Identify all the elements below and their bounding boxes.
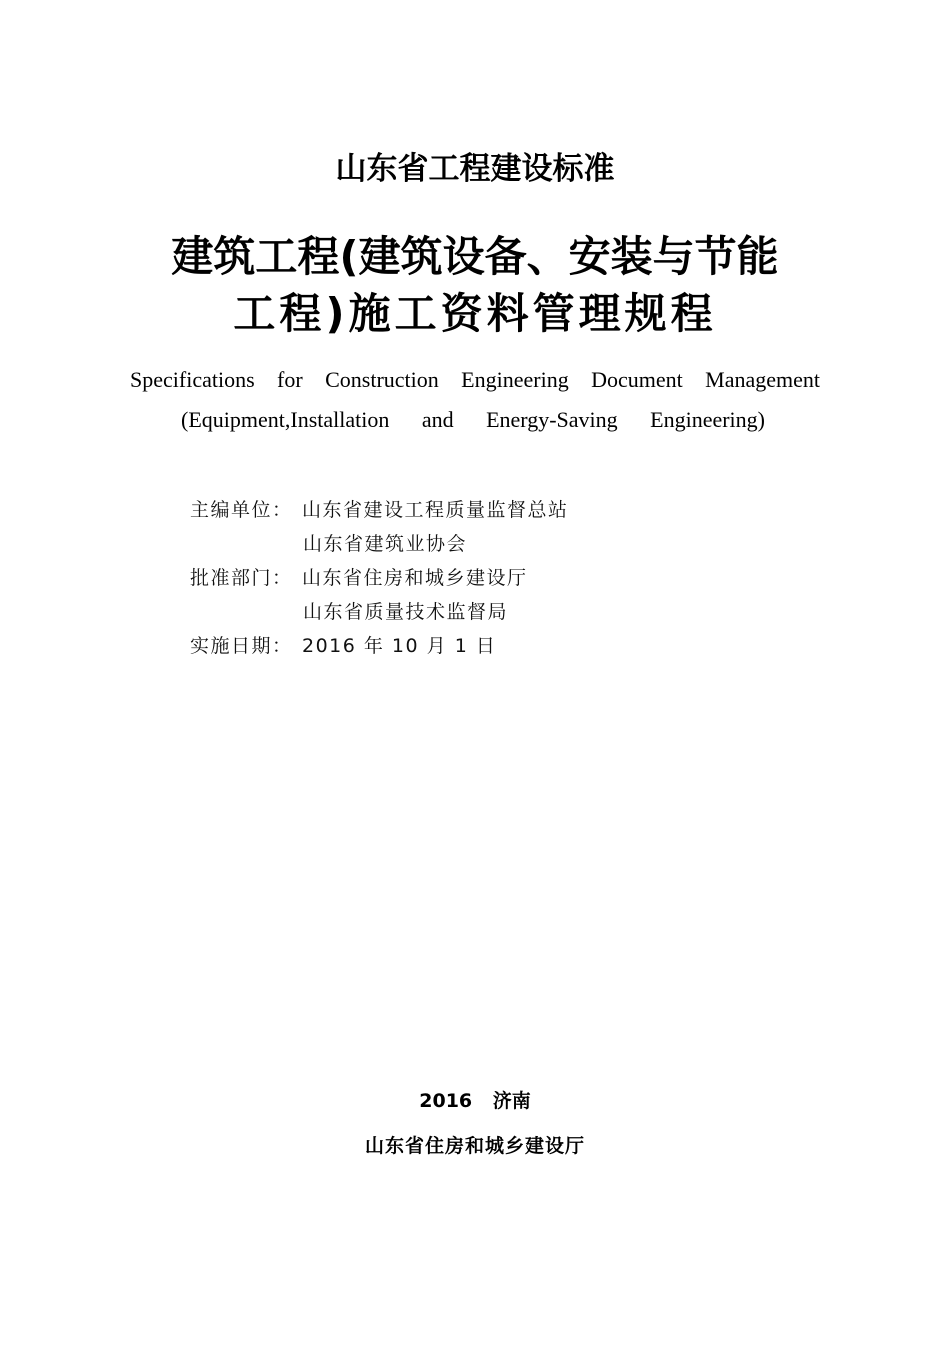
english-title (130, 360, 820, 440)
footer-year-place: 2016 济南 (419, 1090, 531, 1112)
editor-row-2 (190, 527, 569, 561)
date-row (190, 629, 569, 663)
footer-publisher: 山东省住房和城乡建设厅 (364, 1135, 585, 1157)
approver-row (190, 561, 569, 595)
date-label: 实施日期： (190, 635, 293, 657)
approver-dept-1: 山东省住房和城乡建设厅 (302, 567, 528, 589)
standard-series-heading: 山东省工程建设标准 (335, 151, 615, 187)
english-title-line-1: Specifications for Construction Engineering Document Management (130, 367, 820, 392)
title-line-1: 建筑工程(建筑设备、安装与节能 (171, 232, 779, 281)
editor-unit-2: 山东省建筑业协会 (303, 533, 468, 555)
document-info (190, 493, 569, 663)
approver-label: 批准部门： (190, 567, 293, 589)
title-line-2: 工程)施工资料管理规程 (233, 289, 717, 338)
editor-row (190, 493, 569, 527)
approver-row-2 (190, 595, 569, 629)
document-title (110, 228, 840, 342)
approver-dept-2: 山东省质量技术监督局 (303, 601, 509, 623)
effective-date: 2016 年 10 月 1 日 (302, 635, 497, 657)
editor-label: 主编单位： (190, 499, 293, 521)
editor-unit-1: 山东省建设工程质量监督总站 (302, 499, 569, 521)
english-title-line-2: (Equipment,Installation and Energy-Saving Engineering) (181, 407, 765, 432)
